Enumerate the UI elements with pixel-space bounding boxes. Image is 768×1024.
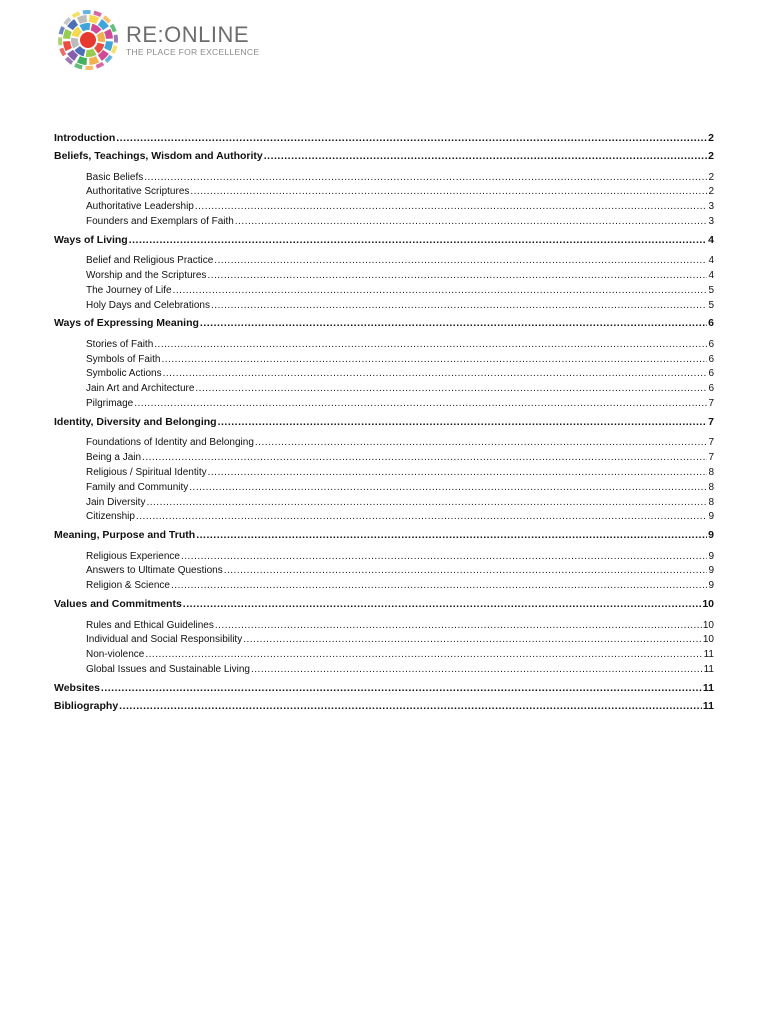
toc-subentry-label: Pilgrimage <box>86 398 134 410</box>
logo-tile <box>85 66 93 70</box>
toc-subentry-label: Symbols of Faith <box>86 353 161 365</box>
toc-heading-entry[interactable] <box>54 131 714 146</box>
toc-subentry[interactable] <box>54 648 714 663</box>
logo-tile <box>104 29 113 39</box>
dot-leader <box>196 528 707 543</box>
toc-page-number: 5 <box>708 284 714 296</box>
dot-leader <box>101 681 702 696</box>
toc-page-number: 11 <box>702 699 714 712</box>
toc-heading-label: Meaning, Purpose and Truth <box>54 529 196 542</box>
toc-section <box>54 699 714 714</box>
toc-page-number: 6 <box>708 338 714 350</box>
logo-core <box>80 32 96 48</box>
toc-subentry[interactable] <box>54 510 714 525</box>
toc-heading-entry[interactable] <box>54 149 714 164</box>
toc-subentry[interactable] <box>54 633 714 648</box>
toc-page-number: 10 <box>702 634 714 646</box>
toc-subentry[interactable] <box>54 185 714 200</box>
toc-subentry-label: Religious Experience <box>86 550 180 562</box>
dot-leader <box>119 699 702 714</box>
toc-subentry-label: Answers to Ultimate Questions <box>86 565 223 577</box>
toc-subentry[interactable] <box>54 579 714 594</box>
toc-subentry[interactable] <box>54 367 714 382</box>
toc-subentry-label: Citizenship <box>86 511 135 523</box>
dot-leader <box>208 466 708 481</box>
dot-leader <box>142 451 707 466</box>
toc-page-number: 3 <box>708 201 714 213</box>
toc-subentry[interactable] <box>54 619 714 634</box>
toc-page-number: 11 <box>702 681 714 694</box>
brand-tagline: THE PLACE FOR EXCELLENCE <box>126 46 260 57</box>
logo-tile <box>77 56 87 65</box>
dot-leader <box>145 648 702 663</box>
toc-page-number: 6 <box>708 317 714 330</box>
dot-leader <box>189 481 707 496</box>
logo-tile <box>63 29 72 39</box>
toc-heading-label: Ways of Living <box>54 233 128 246</box>
toc-subentry-label: Religious / Spiritual Identity <box>86 466 207 478</box>
toc-section <box>54 149 714 230</box>
toc-page-number: 2 <box>708 132 714 144</box>
dot-leader <box>116 131 707 146</box>
toc-page-number: 4 <box>708 233 714 246</box>
toc-subentry[interactable] <box>54 496 714 511</box>
toc-page-number: 5 <box>708 299 714 311</box>
toc-heading-label: Identity, Diversity and Belonging <box>54 415 217 428</box>
dot-leader <box>215 619 702 634</box>
toc-subentry-label: Basic Beliefs <box>86 171 144 183</box>
toc-heading-entry[interactable] <box>54 699 714 714</box>
toc-section <box>54 415 714 525</box>
logo-tile <box>58 37 62 45</box>
toc-page-number: 8 <box>708 466 714 478</box>
dot-leader <box>200 316 707 331</box>
dot-leader <box>195 382 707 397</box>
dot-leader <box>190 185 707 200</box>
toc-subentry-label: Global Issues and Sustainable Living <box>86 663 250 675</box>
toc-page-number: 6 <box>708 353 714 365</box>
toc-subentry-label: Family and Community <box>86 481 189 493</box>
toc-subentry[interactable] <box>54 200 714 215</box>
toc-section <box>54 528 714 594</box>
toc-subentry[interactable] <box>54 436 714 451</box>
toc-subentry-label: The Journey of Life <box>86 284 172 296</box>
logo-tile <box>83 10 91 14</box>
toc-heading-label: Introduction <box>54 132 116 144</box>
dot-leader <box>136 510 708 525</box>
table-of-contents <box>54 128 714 714</box>
logo-tile <box>63 41 72 51</box>
dot-leader <box>129 233 707 248</box>
dot-leader <box>163 367 708 382</box>
logo-tile <box>97 31 105 42</box>
toc-page-number: 2 <box>708 150 714 162</box>
toc-subentry-label: Non-violence <box>86 649 145 661</box>
toc-page-number: 11 <box>703 663 714 675</box>
page-header <box>54 8 259 72</box>
toc-subentry[interactable] <box>54 550 714 565</box>
toc-heading-label: Beliefs, Teachings, Wisdom and Authority <box>54 150 263 162</box>
toc-subentry-label: Foundations of Identity and Belonging <box>86 437 254 449</box>
toc-page-number: 7 <box>708 452 714 464</box>
toc-page-number: 9 <box>708 565 714 577</box>
toc-subentry-label: Individual and Social Responsibility <box>86 634 243 646</box>
dot-leader <box>214 254 707 269</box>
dot-leader <box>171 579 708 594</box>
logo-tile <box>114 35 118 43</box>
toc-heading-label: Ways of Expressing Meaning <box>54 317 199 330</box>
brand-name: RE:ONLINE <box>126 21 250 47</box>
toc-page-number: 8 <box>708 496 714 508</box>
toc-subentry-label: Belief and Religious Practice <box>86 255 214 267</box>
toc-subentry-label: Authoritative Scriptures <box>86 186 190 198</box>
logo-tile <box>104 41 113 51</box>
toc-page-number: 8 <box>708 481 714 493</box>
logo-tile <box>77 15 87 24</box>
dot-leader <box>224 564 708 579</box>
toc-subentry[interactable] <box>54 269 714 284</box>
dot-leader <box>235 215 708 230</box>
toc-subentry-label: Authoritative Leadership <box>86 201 194 213</box>
toc-page-number: 2 <box>708 171 714 183</box>
toc-subentry[interactable] <box>54 564 714 579</box>
toc-subentry-label: Founders and Exemplars of Faith <box>86 215 234 227</box>
toc-subentry-label: Rules and Ethical Guidelines <box>86 619 214 631</box>
toc-subentry-label: Being a Jain <box>86 452 142 464</box>
toc-section <box>54 131 714 146</box>
toc-subentry[interactable] <box>54 382 714 397</box>
toc-subentry[interactable] <box>54 299 714 314</box>
toc-page-number: 3 <box>708 215 714 227</box>
brand <box>126 23 259 58</box>
toc-page-number: 9 <box>708 580 714 592</box>
toc-subentry-label: Stories of Faith <box>86 338 154 350</box>
toc-subentry[interactable] <box>54 338 714 353</box>
toc-subentry-label: Jain Art and Architecture <box>86 383 195 395</box>
toc-page-number: 9 <box>708 511 714 523</box>
dot-leader <box>211 299 707 314</box>
dot-leader <box>173 284 708 299</box>
circular-mosaic-logo-icon <box>54 8 122 72</box>
toc-section <box>54 597 714 678</box>
toc-section <box>54 233 714 314</box>
toc-page-number: 2 <box>708 186 714 198</box>
dot-leader <box>207 269 707 284</box>
toc-subentry[interactable] <box>54 171 714 186</box>
toc-page-number: 6 <box>708 383 714 395</box>
toc-page-number: 10 <box>702 598 714 611</box>
toc-page-number: 6 <box>708 368 714 380</box>
dot-leader <box>134 397 707 412</box>
dot-leader <box>251 663 703 678</box>
dot-leader <box>154 338 707 353</box>
toc-page-number: 11 <box>703 649 714 661</box>
toc-subentry[interactable] <box>54 284 714 299</box>
toc-subentry[interactable] <box>54 397 714 412</box>
dot-leader <box>243 633 702 648</box>
toc-subentry[interactable] <box>54 451 714 466</box>
toc-subentry-label: Symbolic Actions <box>86 368 162 380</box>
toc-subentry[interactable] <box>54 663 714 678</box>
toc-subentry[interactable] <box>54 254 714 269</box>
toc-subentry-label: Holy Days and Celebrations <box>86 299 210 311</box>
toc-section <box>54 316 714 411</box>
dot-leader <box>146 496 707 511</box>
logo-tile <box>89 56 99 65</box>
toc-section <box>54 681 714 696</box>
toc-heading-label: Bibliography <box>54 699 119 712</box>
dot-leader <box>264 149 707 164</box>
toc-heading-entry[interactable] <box>54 597 714 612</box>
toc-page-number: 9 <box>708 529 714 542</box>
toc-page-number: 7 <box>708 398 714 410</box>
toc-subentry-label: Worship and the Scriptures <box>86 269 207 281</box>
dot-leader <box>255 436 708 451</box>
toc-heading-label: Values and Commitments <box>54 598 182 611</box>
dot-leader <box>218 415 708 430</box>
toc-subentry-label: Jain Diversity <box>86 496 146 508</box>
dot-leader <box>161 353 707 368</box>
toc-heading-entry[interactable] <box>54 681 714 696</box>
toc-heading-entry[interactable] <box>54 528 714 543</box>
dot-leader <box>181 550 707 565</box>
dot-leader <box>144 171 707 186</box>
toc-subentry[interactable] <box>54 353 714 368</box>
toc-page-number: 10 <box>702 619 714 631</box>
logo-tile <box>86 49 97 57</box>
toc-page-number: 4 <box>708 255 714 267</box>
toc-heading-entry[interactable] <box>54 316 714 331</box>
logo-tile <box>89 15 99 24</box>
toc-subentry[interactable] <box>54 466 714 481</box>
toc-subentry-label: Religion & Science <box>86 580 170 592</box>
toc-page-number: 7 <box>708 437 714 449</box>
logo-tile <box>79 23 90 31</box>
toc-heading-entry[interactable] <box>54 415 714 430</box>
toc-page-number: 7 <box>708 415 714 428</box>
logo-tile <box>71 38 79 49</box>
toc-page-number: 4 <box>708 269 714 281</box>
toc-subentry[interactable] <box>54 215 714 230</box>
toc-page-number: 9 <box>708 550 714 562</box>
dot-leader <box>195 200 708 215</box>
dot-leader <box>183 597 702 612</box>
toc-subentry[interactable] <box>54 481 714 496</box>
toc-heading-label: Websites <box>54 681 100 694</box>
toc-heading-entry[interactable] <box>54 233 714 248</box>
